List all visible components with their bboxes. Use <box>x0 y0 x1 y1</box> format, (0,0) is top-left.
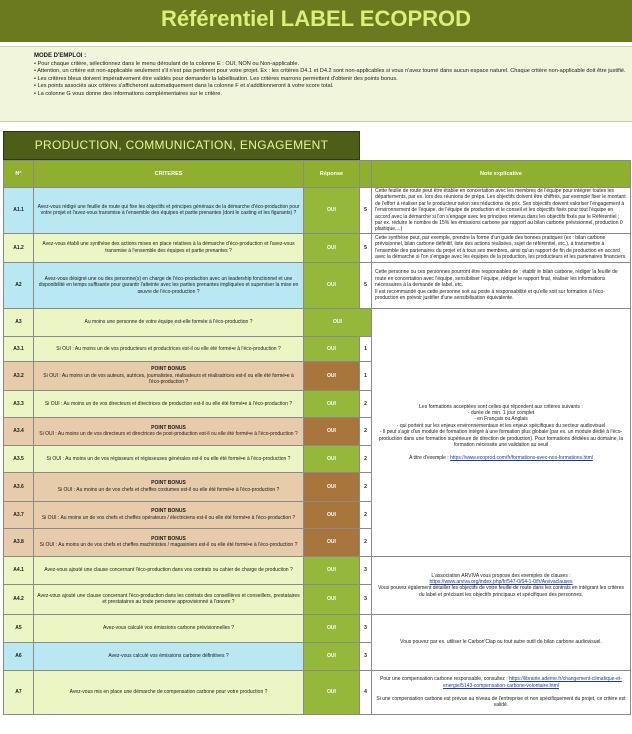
criterion-id: A3 <box>4 308 34 336</box>
criterion-text: Si OUI : Au moins un de vos directeurs et directrices de production est-il ou elle été formé•e à l'éco-production ? <box>34 390 304 417</box>
note-text: - qui portent sur les enjeux environnementaux et les enjeux spécifiques du secteur audiovisuel <box>396 422 606 429</box>
points-value: 2 <box>360 390 372 417</box>
criterion-text: Avez-vous ajouté une clause concernant l'éco-production dans les contrats des conseillères et conseillers, prestataires et prestataires au toute personne approvisionné à l'œuvre ? <box>34 584 304 614</box>
response-select[interactable]: OUI <box>304 188 360 234</box>
mode-emploi-title: MODE D'EMPLOI : <box>34 53 87 59</box>
note-text: - durée de min. 1 jour complet <box>467 409 535 416</box>
mode-emploi-panel <box>0 46 632 122</box>
table-header-row <box>4 161 631 188</box>
note-text: L'association ARVIVA vous propose des exemples de clauses : <box>431 572 571 579</box>
points-value: 5 <box>360 233 372 262</box>
table-row <box>4 556 631 584</box>
points-value: 2 <box>360 472 372 501</box>
note-text: Si une compensation carbone est prévue au niveau de l'entreprise et non spécifiquement du projet, ce critère est validé. <box>376 695 626 708</box>
points-value: 2 <box>360 528 372 556</box>
table-row <box>4 308 631 336</box>
criterion-text: Si OUI : Au moins un de vos chefs et cheffes machinistes / magasiniers est-il ou elle été formé•e à l'éco-production ? <box>39 542 298 549</box>
criterion-text: Si OUI : Au moins un de vos régisseurs et régisseuses générales est-il ou elle été formé•e à l'éco-production ? <box>34 445 304 472</box>
points-value: 4 <box>360 670 372 714</box>
note-text: Pour une compensation carbone responsable, consultez : <box>380 676 510 683</box>
criterion-id: A3.5 <box>4 445 34 472</box>
criterion-text: Avez-vous mis en place une démarche de compensation carbone pour votre production ? <box>34 670 304 714</box>
section-title: PRODUCTION, COMMUNICATION, ENGAGEMENT <box>3 131 360 160</box>
note-cell-compensation <box>372 670 631 714</box>
title-bar <box>0 0 632 42</box>
criterion-id: A4.2 <box>4 584 34 614</box>
points-value: 2 <box>360 417 372 445</box>
col-header-criteres: CRITERES <box>34 161 304 188</box>
response-select[interactable]: OUI <box>304 556 360 584</box>
response-select[interactable]: OUI <box>304 233 360 262</box>
note-cell <box>372 262 631 308</box>
criterion-text: Si OUI : Au moins un de vos chefs et cheffes costumes est-il ou elle été formé•e à l'éco-production ? <box>57 486 280 493</box>
points-value: 2 <box>360 445 372 472</box>
note-cell: Cette synthèse peut, par exemple, prendre la forme d'un guide des bonnes pratiques (ex : bilan carbone prévisionnel, bilan carbone définitif, liste des actions réalisées, sujet de référentiel, etc.), à transmettre à l'ensemble des partenaires du projet et à tous ses membres, ainsi qu'un rapport de fin de production en accord avec la démarche si l'on s'engage avec les équipes de la production, les producteurs et les partenaires financiers. <box>372 233 631 262</box>
criteria-table <box>3 160 631 715</box>
table-row <box>4 188 631 234</box>
criterion-text: Si OUI : Au moins un de vos chefs et cheffes opérateurs / électriciens est-il ou elle été formé•e à l'éco-production ? <box>41 514 296 521</box>
bonus-label: POINT BONUS <box>151 480 186 487</box>
note-text: - en Français ou Anglais <box>474 416 528 423</box>
note-text: Il est recommandé que cette personne soit au poste à responsabilité et qu'elle soit sur formation à l'éco-production en prévoir justifier d'une sensibilisation équivalente. <box>375 288 605 301</box>
col-header-id: N° <box>4 161 34 188</box>
response-select[interactable]: OUI <box>304 390 360 417</box>
criterion-id: A3.6 <box>4 472 34 501</box>
criterion-id: A6 <box>4 642 34 670</box>
criterion-text: Si OUI : Au moins un de vos auteurs, autrices, journalistes, réalisateurs et réalisatrices est-il ou elle été formé•e à l'éco-production ? <box>43 372 294 386</box>
points-value: 1 <box>360 336 372 361</box>
points-value: 5 <box>360 262 372 308</box>
criterion-text: Si OUI : Au moins un de vos producteurs et productrices est-il ou elle été formé•e à l'éco-production ? <box>34 336 304 361</box>
criterion-id: A7 <box>4 670 34 714</box>
points-value: 1 <box>360 361 372 390</box>
criterion-cell <box>34 361 304 390</box>
response-select[interactable]: OUI <box>304 642 360 670</box>
mode-line: • Les critères bleus doivent impérativement être validés pour demander la labellisation. Les critères marrons permettent d'obtenir des points bonus. <box>34 75 398 82</box>
response-select[interactable]: OUI <box>304 584 360 614</box>
page-title: Référentiel LABEL ECOPROD <box>160 6 472 31</box>
criterion-cell <box>34 472 304 501</box>
points-value: 3 <box>360 584 372 614</box>
response-select[interactable]: OUI <box>304 472 360 501</box>
response-select[interactable]: OUI <box>304 417 360 445</box>
note-cell-clauses <box>372 556 631 614</box>
criterion-id: A3.7 <box>4 501 34 528</box>
criterion-text: Avez-vous ajouté une clause concernant l'éco-production dans vos contrats ou cahier de charge de production ? <box>34 556 304 584</box>
criterion-cell <box>34 417 304 445</box>
note-cell-formations <box>372 308 631 556</box>
points-value: 2 <box>360 501 372 528</box>
criterion-id: A3.3 <box>4 390 34 417</box>
note-text: Cette personne ou ces personnes pourront être responsables de : établir le bilan carbone, rédiger la feuille de route en concertation avec l'équipe, sensibiliser l'équipe, rédiger le rapport final, réaliser les informations nécessaires à la demande de label, etc. <box>375 269 618 289</box>
bonus-label: POINT BONUS <box>151 366 186 373</box>
bonus-label: POINT BONUS <box>151 535 186 542</box>
table-row <box>4 614 631 642</box>
criterion-id: A1.1 <box>4 188 34 234</box>
bonus-label: POINT BONUS <box>151 424 186 431</box>
response-select[interactable]: OUI <box>304 445 360 472</box>
criterion-id: A3.8 <box>4 528 34 556</box>
response-select[interactable]: OUI <box>304 308 372 336</box>
mode-line: • La colonne G vous donne des informations complémentaires sur le critère. <box>34 90 222 97</box>
criterion-text: Avez-vous calculé vos émissions carbone définitives ? <box>34 642 304 670</box>
note-text: A titre d'exemple : <box>409 454 451 461</box>
note-text: Vous pouvez également détailler les objectifs de votre feuille de route dans les contrats en intégrant les critères du label et précisant les objectifs principaux et spécifiques des personnes. <box>378 585 624 598</box>
criterion-text: Au moins une personne de votre équipe est-elle formée à l'éco-production ? <box>34 308 304 336</box>
criterion-id: A5 <box>4 614 34 642</box>
note-cell: Cette feuille de route peut être établie en concertation avec les membres de l'équipe pour intégrer toutes les départements, par ex. lors des réunions de prépa. Les objectifs doivent être chiffrés, par exemple fixer le montant de l'effort à réaliser par le producteur selon ses réductions de prix. Ses objectifs doivent valoriser l'engagement à l'environnement de l'équipe, de l'équipe de production et le conseil et les objectifs fixés pour tout l'équipe en accord avec la démarche si l'on s'engage avec les principes retenus dans les objectifs fixés par le Référentiel ; par ex. réduire le nombre de 15% les émissions carbone par rapport au bilan carbone prévisionnel, production 0 plastique,...) <box>372 188 631 234</box>
criterion-id: A3.1 <box>4 336 34 361</box>
formations-link[interactable]: https://www.ecoprod.com/fr/formations-avec-nos-formations.html <box>450 454 593 461</box>
criterion-id: A1.2 <box>4 233 34 262</box>
criterion-text: Avez-vous calculé vos émissions carbone prévisionnelles ? <box>34 614 304 642</box>
note-text: Les formations acceptées sont celles qui répondent aux critères suivants : <box>419 403 583 410</box>
note-text: - Il peut s'agir d'un module de formation intégré à une formation plus globale (par ex. un module dédié à l'éco-production dans une formation supérieure de direction de production). Pour formations dédiées au domaine, la formation nécessite une validation au seuil <box>378 429 624 448</box>
col-header-notes: Note explicative <box>372 161 631 188</box>
criterion-id: A2 <box>4 262 34 308</box>
criterion-text: Avez-vous établi une synthèse des actions mises en place relatives à la démarche d'éco-production et l'avez-vous transmise à l'ensemble des équipes et partie prenantes ? <box>34 233 304 262</box>
mode-line: • Pour chaque critère, sélectionnez dans le menu déroulant de la colonne E : OUI, NON ou Non-applicable. <box>34 60 300 67</box>
col-header-points <box>360 161 372 188</box>
note-cell-carbon: Vous pouvez par ex. utiliser le Carbon'Clap ou tout autre outil de bilan carbone audiovisuel. <box>372 614 631 670</box>
table-row <box>4 233 631 262</box>
table-row <box>4 670 631 714</box>
points-value: 3 <box>360 642 372 670</box>
criterion-text: Avez-vous désigné une ou des personne(s) en charge de l'éco-production avec un leadership fonctionnel et une disponibilité en temps suffisante pour garantir l'atteinte avec les parties prenantes impliquées et superviser la mise en œuvre de l'éco-production ? <box>34 262 304 308</box>
response-select[interactable]: OUI <box>304 361 360 390</box>
criterion-text: Si OUI : Au moins un de vos directeurs et directrices de post-production est-il ou elle été formé•e à l'éco-production ? <box>39 431 298 438</box>
mode-line: • Attention, un critère est non-applicable seulement s'il n'est pas pertinent pour votre projet. Ex : les critères D4.1 et D4.2 sont non-applicables si vous n'avez tourné dans aucun espace naturel. Chaque critère non-applicable doit être justifié. <box>34 68 626 75</box>
col-header-reponse: Réponse <box>304 161 360 188</box>
response-select[interactable]: OUI <box>304 336 360 361</box>
mode-line: • Les points associés aux critères s'afficheront automatiquement dans la colonne F et s'additionneront à votre score total. <box>34 83 334 90</box>
criterion-id: A4.1 <box>4 556 34 584</box>
points-value: 3 <box>360 556 372 584</box>
ademe-link[interactable]: https://librairie.ademe.fr/changement-climatique-et-energie/5143-compensation-carbone-volontaire.html <box>443 676 622 689</box>
table-row <box>4 262 631 308</box>
arviva-link[interactable]: https://www.arviva.org/index.php/fr/547-0/64-1-0/fr/Arvivaclauses <box>429 578 573 585</box>
criterion-cell <box>34 501 304 528</box>
response-select[interactable]: OUI <box>304 528 360 556</box>
criterion-cell <box>34 528 304 556</box>
response-select[interactable]: OUI <box>304 614 360 642</box>
response-select[interactable]: OUI <box>304 670 360 714</box>
points-value: 3 <box>360 614 372 642</box>
response-select[interactable]: OUI <box>304 501 360 528</box>
response-select[interactable]: OUI <box>304 262 360 308</box>
criterion-id: A3.4 <box>4 417 34 445</box>
bonus-label: POINT BONUS <box>151 508 186 515</box>
criterion-text: Avez-vous rédigé une feuille de route qui fixe les objectifs et principes généraux de la démarche d'éco-production pour votre projet et l'avez-vous transmise à l'ensemble des équipes et partie prenantes (dont le casting et les figurants) ? <box>34 188 304 234</box>
criterion-id: A3.2 <box>4 361 34 390</box>
points-value: 5 <box>360 188 372 234</box>
